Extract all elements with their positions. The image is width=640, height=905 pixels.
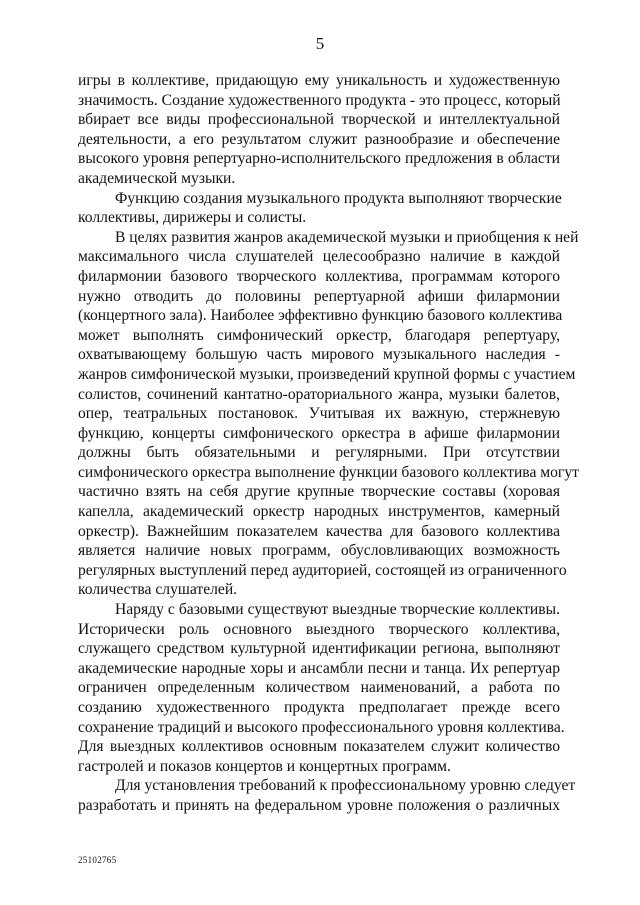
text-line: оркестр). Важнейшим показателем качества для базового коллектива bbox=[78, 522, 560, 540]
text-line: нужно отводить до половины репертуарной афиши филармонии bbox=[78, 287, 560, 305]
text-line: регулярных выступлений перед аудиторией, состоящей из ограниченного bbox=[78, 561, 567, 579]
text-line: Для установления требований к профессиональному уровню следует bbox=[115, 777, 576, 795]
page-number: 5 bbox=[315, 34, 325, 53]
text-line: филармонии базового творческого коллектива, программам которого bbox=[78, 267, 560, 285]
document-id: 25102765 bbox=[78, 855, 117, 865]
text-line: может выполнять симфонический оркестр, благодаря репертуару, bbox=[78, 326, 560, 344]
text-line: охватывающему большую часть мирового музыкального наследия - bbox=[78, 346, 560, 364]
document-body bbox=[78, 71, 579, 816]
text-line: Функцию создания музыкального продукта выполняют творческие bbox=[115, 189, 562, 207]
text-line: значимость. Создание художественного продукта - это процесс, который bbox=[78, 91, 561, 109]
text-line: жанров симфонической музыки, произведений крупной формы с участием bbox=[78, 365, 576, 383]
text-line: созданию художественного продукта предполагает прежде всего bbox=[78, 699, 560, 716]
text-line: Исторически роль основного выездного творческого коллектива, bbox=[78, 620, 560, 638]
text-line: коллективы, дирижеры и солисты. bbox=[78, 209, 307, 227]
text-line: (концертного зала). Наиболее эффективно функцию базового коллектива bbox=[78, 307, 563, 325]
text-line: капелла, академический оркестр народных инструментов, камерный bbox=[78, 503, 560, 521]
text-line: опер, театральных постановок. Учитывая их важную, стержневую bbox=[78, 405, 560, 423]
text-line: игры в коллективе, придающую ему уникальность и художественную bbox=[78, 72, 560, 89]
text-line: солистов, сочинений кантатно-ораториального жанра, музыки балетов, bbox=[78, 385, 560, 403]
text-line: симфонического оркестра выполнение функции базового коллектива могут bbox=[78, 463, 579, 481]
text-line: сохранение традиций и высокого профессионального уровня коллектива. bbox=[78, 718, 565, 736]
text-line: является наличие новых программ, обусловливающих возможность bbox=[78, 542, 560, 560]
text-line: высокого уровня репертуарно-исполнительского предложения в области bbox=[78, 150, 560, 168]
text-line: частично взять на себя другие крупные творческие составы (хоровая bbox=[78, 483, 560, 501]
text-line: вбирает все виды профессиональной творческой и интеллектуальной bbox=[78, 111, 560, 129]
text-line: максимального числа слушателей целесообразно наличие в каждой bbox=[78, 248, 560, 266]
text-line: разработать и принять на федеральном уровне положения о различных bbox=[78, 796, 560, 814]
text-line: Для выездных коллективов основным показателем служит количество bbox=[78, 738, 560, 756]
text-line: гастролей и показов концертов и концертных программ. bbox=[78, 757, 451, 775]
text-line: служащего средством культурной идентификации региона, выполняют bbox=[78, 640, 560, 658]
text-line: деятельности, а его результатом служит разнообразие и обеспечение bbox=[78, 130, 560, 148]
text-line: академические народные хоры и ансамбли песни и танца. Их репертуар bbox=[78, 659, 560, 677]
text-line: функцию, концерты симфонического оркестра в афише филармонии bbox=[78, 424, 560, 442]
text-line: Наряду с базовыми существуют выездные творческие коллективы. bbox=[115, 601, 560, 619]
text-line: ограничен определенным количеством наименований, а работа по bbox=[78, 679, 560, 697]
text-line: должны быть обязательными и регулярными. При отсутствии bbox=[78, 444, 560, 462]
text-line: академической музыки. bbox=[78, 169, 236, 187]
text-line: В целях развития жанров академической музыки и приобщения к ней bbox=[115, 228, 579, 246]
text-line: количества слушателей. bbox=[78, 581, 238, 599]
